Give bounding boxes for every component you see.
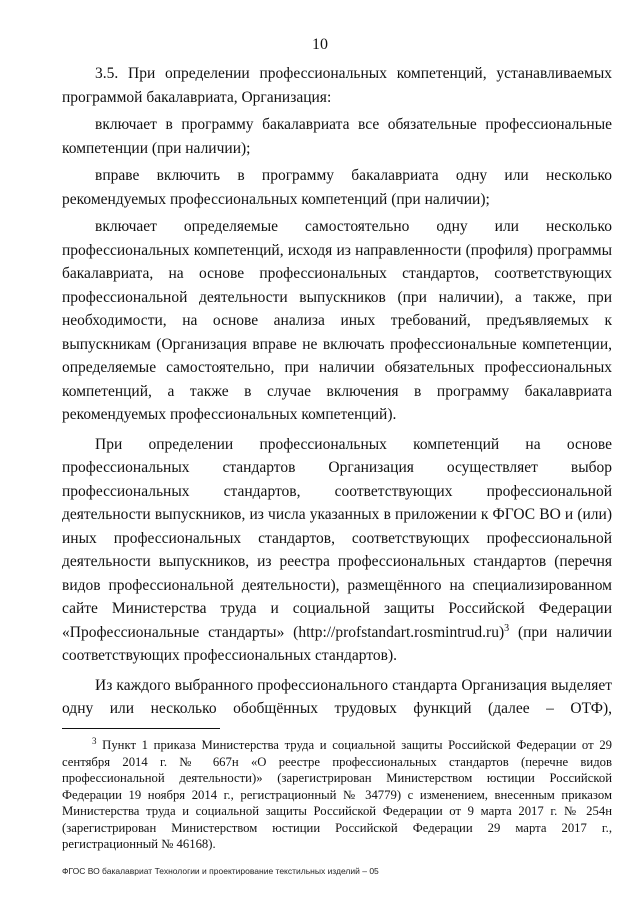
paragraph-otf-selection: Из каждого выбранного профессионального стандарта Организация выделяет одну или несколько обобщённых трудовых функций (далее – ОТФ),	[62, 676, 612, 717]
professional-standards-text-end: (при наличии соответствующих профессиональных стандартов).	[62, 623, 612, 664]
running-footer: ФГОС ВО бакалавриат Технологии и проектирование текстильных изделий – 05	[62, 866, 379, 876]
paragraph-professional-standards	[62, 433, 612, 668]
paragraph-self-defined-competencies: включает определяемые самостоятельно одну или несколько профессиональных компетенций, исходя из направленности (профиля) программы бакалавриата, на основе профессиональных стандартов, соответствующих профессиональной деятельности выпускников (при наличии), а также, при необходимости, на основе анализа иных требований, предъявляемых к выпускникам (Организация вправе не включать профессиональные компетенции, определяемые самостоятельно, при наличии обязательных профессиональных компетенций, а также в случае включения в программу бакалавриата рекомендуемых профессиональных компетенций).	[62, 218, 612, 423]
professional-standards-text: При определении профессиональных компетенций на основе профессиональных стандартов Организация осуществляет выбор профессиональных стандартов, соответствующих профессиональной деятельности выпускников, из числа указанных в приложении к ФГОС ВО и (или) иных профессиональных стандартов, соответствующих профессиональной деятельности выпускников, из реестра профессиональных стандартов (перечня видов профессиональной деятельности), размещённого на специализированном сайте Министерства труда и социальной защиты Российской Федерации «Профессиональные стандарты» (http://profstandart.rosmintrud.ru)	[62, 435, 612, 641]
paragraph-3-5-intro: 3.5. При определении профессиональных компетенций, устанавливаемых программой бакалавриата, Организация:	[62, 65, 612, 106]
footnote-marker: 3	[92, 735, 97, 746]
footnote-3	[62, 737, 612, 853]
footnote-reference: 3	[504, 622, 510, 634]
main-text	[62, 62, 612, 721]
paragraph-mandatory-competencies: включает в программу бакалавриата все обязательные профессиональные компетенции (при наличии);	[62, 116, 612, 157]
footnotes	[62, 737, 612, 853]
footnote-text: Пункт 1 приказа Министерства труда и социальной защиты Российской Федерации от 29 сентября 2014 г. № 667н «О реестре профессиональных стандартов (перечне видов профессиональной деятельности)» (зарегистрирован Министерством юстиции Российской Федерации 19 ноября 2014 г., регистрационный № 34779) с изменением, внесенным приказом Министерства труда и социальной защиты Российской Федерации от 9 марта 2017 г. № 254н (зарегистрирован Министерством юстиции Российской Федерации 29 марта 2017 г., регистрационный № 46168).	[62, 738, 613, 851]
footnote-separator	[62, 728, 220, 729]
page-number: 10	[312, 36, 328, 53]
paragraph-recommended-competencies: вправе включить в программу бакалавриата одну или несколько рекомендуемых профессиональных компетенций (при наличии);	[62, 167, 612, 208]
